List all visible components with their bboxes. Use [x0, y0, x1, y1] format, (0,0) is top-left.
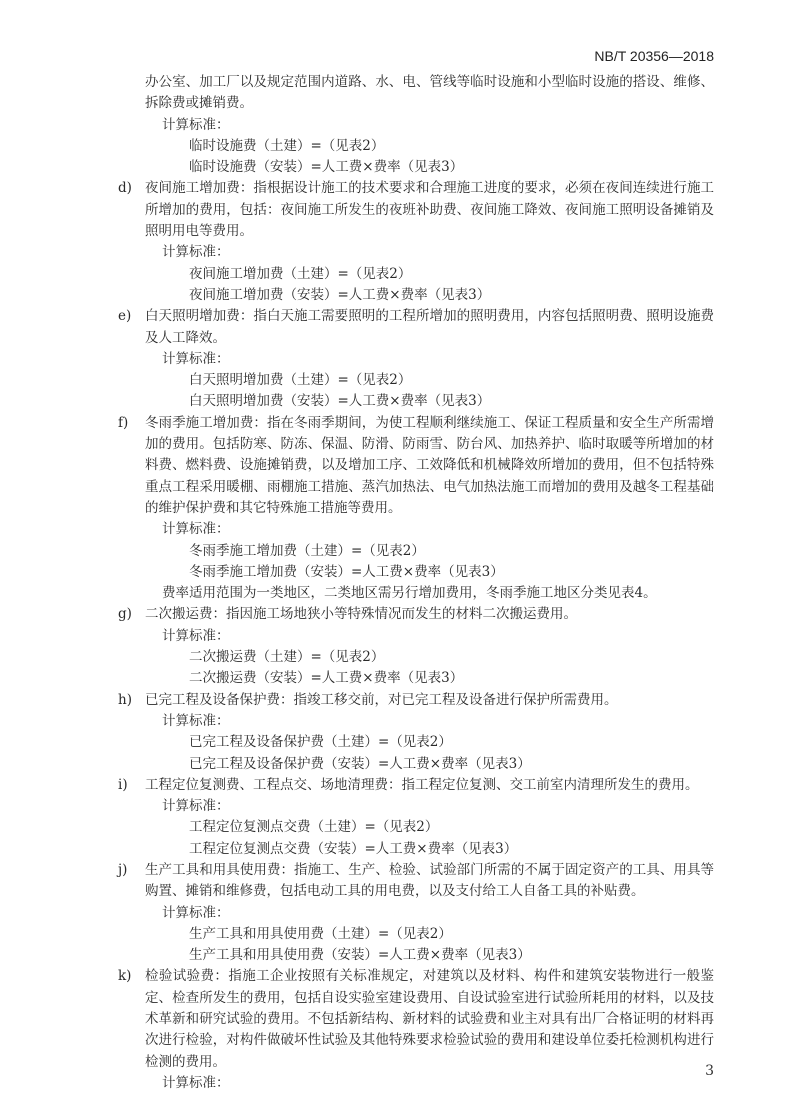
formula-line: 夜间施工增加费（土建）=（见表2） — [189, 265, 412, 282]
formula-line: 已完工程及设备保护费（土建）=（见表2） — [189, 734, 452, 751]
formula-line: 二次搬运费（土建）=（见表2） — [189, 649, 385, 666]
item-e — [0, 306, 800, 412]
calc-label: 计算标准： — [162, 116, 230, 133]
formula-line: 冬雨季施工增加费（土建）=（见表2） — [189, 542, 425, 559]
formula-line: 临时设施费（安装）=人工费×费率（见表3） — [189, 159, 464, 176]
item-h — [0, 690, 800, 775]
item-marker: d) — [118, 180, 132, 197]
item-text: 工程定位复测费、工程点交、场地清理费：指工程定位复测、交工前室内清理所发生的费用。 — [145, 776, 699, 793]
formula-line: 工程定位复测点交费（安装）=人工费×费率（见表3） — [189, 840, 518, 857]
formula-line: 二次搬运费（安装）=人工费×费率（见表3） — [189, 670, 464, 687]
calc-label: 计算标准： — [162, 350, 230, 367]
item-text: 已完工程及设备保护费：指竣工移交前，对已完工程及设备进行保护所需费用。 — [145, 691, 618, 708]
formula-line: 生产工具和用具使用费（土建）=（见表2） — [189, 925, 452, 942]
item-d — [0, 178, 800, 306]
item-i — [0, 775, 800, 860]
formula-line: 临时设施费（土建）=（见表2） — [189, 137, 385, 154]
formula-line: 冬雨季施工增加费（安装）=人工费×费率（见表3） — [189, 563, 504, 580]
item-paragraph — [0, 306, 800, 349]
calc-label: 计算标准： — [162, 1074, 230, 1091]
item-marker: i) — [118, 776, 128, 793]
item-k — [0, 966, 800, 1094]
item-text: 二次搬运费：指因施工场地狭小等特殊情况而发生的材料二次搬运费用。 — [145, 606, 577, 623]
calc-label: 计算标准： — [162, 798, 230, 815]
rate-scope-note: 费率适用范围为一类地区，二类地区需另行增加费用，冬雨季施工地区分类见表4。 — [162, 585, 657, 602]
item-paragraph — [0, 775, 800, 796]
intro-paragraph: 办公室、加工厂以及规定范围内道路、水、电、管线等临时设施和小型临时设施的搭设、维修、拆除费或摊销费。 — [145, 74, 714, 112]
intro-section — [0, 72, 800, 178]
item-marker: h) — [118, 691, 132, 708]
formula-line: 白天照明增加费（安装）=人工费×费率（见表3） — [189, 393, 491, 410]
item-marker: e) — [118, 308, 132, 325]
item-g — [0, 604, 800, 689]
item-paragraph — [0, 860, 800, 903]
item-text: 夜间施工增加费：指根据设计施工的技术要求和合理施工进度的要求，必须在夜间连续进行施工所增加的费用，包括：夜间施工所发生的夜班补助费、夜间施工降效、夜间施工照明设备摊销及照明用电等费用。 — [145, 180, 714, 240]
page-number: 3 — [705, 1063, 714, 1079]
calc-label: 计算标准： — [162, 627, 230, 644]
calc-label: 计算标准： — [162, 244, 230, 261]
item-text: 生产工具和用具使用费：指施工、生产、检验、试验部门所需的不属于固定资产的工具、用具等购置、摊销和维修费，包括电动工具的用电费，以及支付给工人自备工具的补贴费。 — [145, 861, 714, 900]
formula-line: 已完工程及设备保护费（安装）=人工费×费率（见表3） — [189, 755, 531, 772]
item-marker: f) — [118, 414, 129, 431]
item-text: 白天照明增加费：指白天施工需要照明的工程所增加的照明费用，内容包括照明费、照明设施费及人工降效。 — [145, 308, 714, 346]
formula-line: 工程定位复测点交费（土建）=（见表2） — [189, 819, 439, 836]
item-paragraph — [0, 690, 800, 711]
item-marker: g) — [118, 606, 132, 623]
item-paragraph — [0, 604, 800, 625]
formula-line: 生产工具和用具使用费（安装）=人工费×费率（见表3） — [189, 947, 531, 964]
item-text: 检验试验费：指施工企业按照有关标准规定，对建筑以及材料、构件和建筑安装物进行一般鉴定、检查所发生的费用，包括自设实验室建设费用、自设试验室进行试验所耗用的材料，以及技术革新和研究试验的费用。不包括新结构、新材料的试验费和业主对具有出厂合格证明的材料再次进行检验，对构件做破坏性试验及其他特殊要求检验试验的费用和建设单位委托检测机构进行检测的费用。 — [145, 968, 714, 1070]
formula-line: 夜间施工增加费（安装）=人工费×费率（见表3） — [189, 286, 491, 303]
formula-line: 白天照明增加费（土建）=（见表2） — [189, 372, 412, 389]
item-text: 冬雨季施工增加费：指在冬雨季期间，为使工程顺利继续施工、保证工程质量和安全生产所需增加的费用。包括防寒、防冻、保温、防滑、防雨雪、防台风、加热养护、临时取暖等所增加的材料费、燃料费、设施摊销费，以及增加工序、工效降低和机械降效所增加的费用，但不包括特殊重点工程采用暖棚、雨棚施工措施、蒸汽加热法、电气加热法施工而增加的费用及越冬工程基础的维护保护费和其它特殊施工措施等费用。 — [145, 414, 714, 516]
calc-label: 计算标准： — [162, 521, 230, 538]
document-body — [0, 72, 800, 1094]
standard-code-header: NB/T 20356—2018 — [594, 48, 714, 64]
item-paragraph — [0, 966, 800, 1072]
item-marker: j) — [118, 861, 128, 878]
item-paragraph — [0, 178, 800, 242]
item-f — [0, 413, 800, 605]
calc-label: 计算标准： — [162, 904, 230, 921]
item-paragraph — [0, 413, 800, 519]
item-marker: k) — [118, 968, 132, 985]
item-j — [0, 860, 800, 966]
calc-label: 计算标准： — [162, 712, 230, 729]
